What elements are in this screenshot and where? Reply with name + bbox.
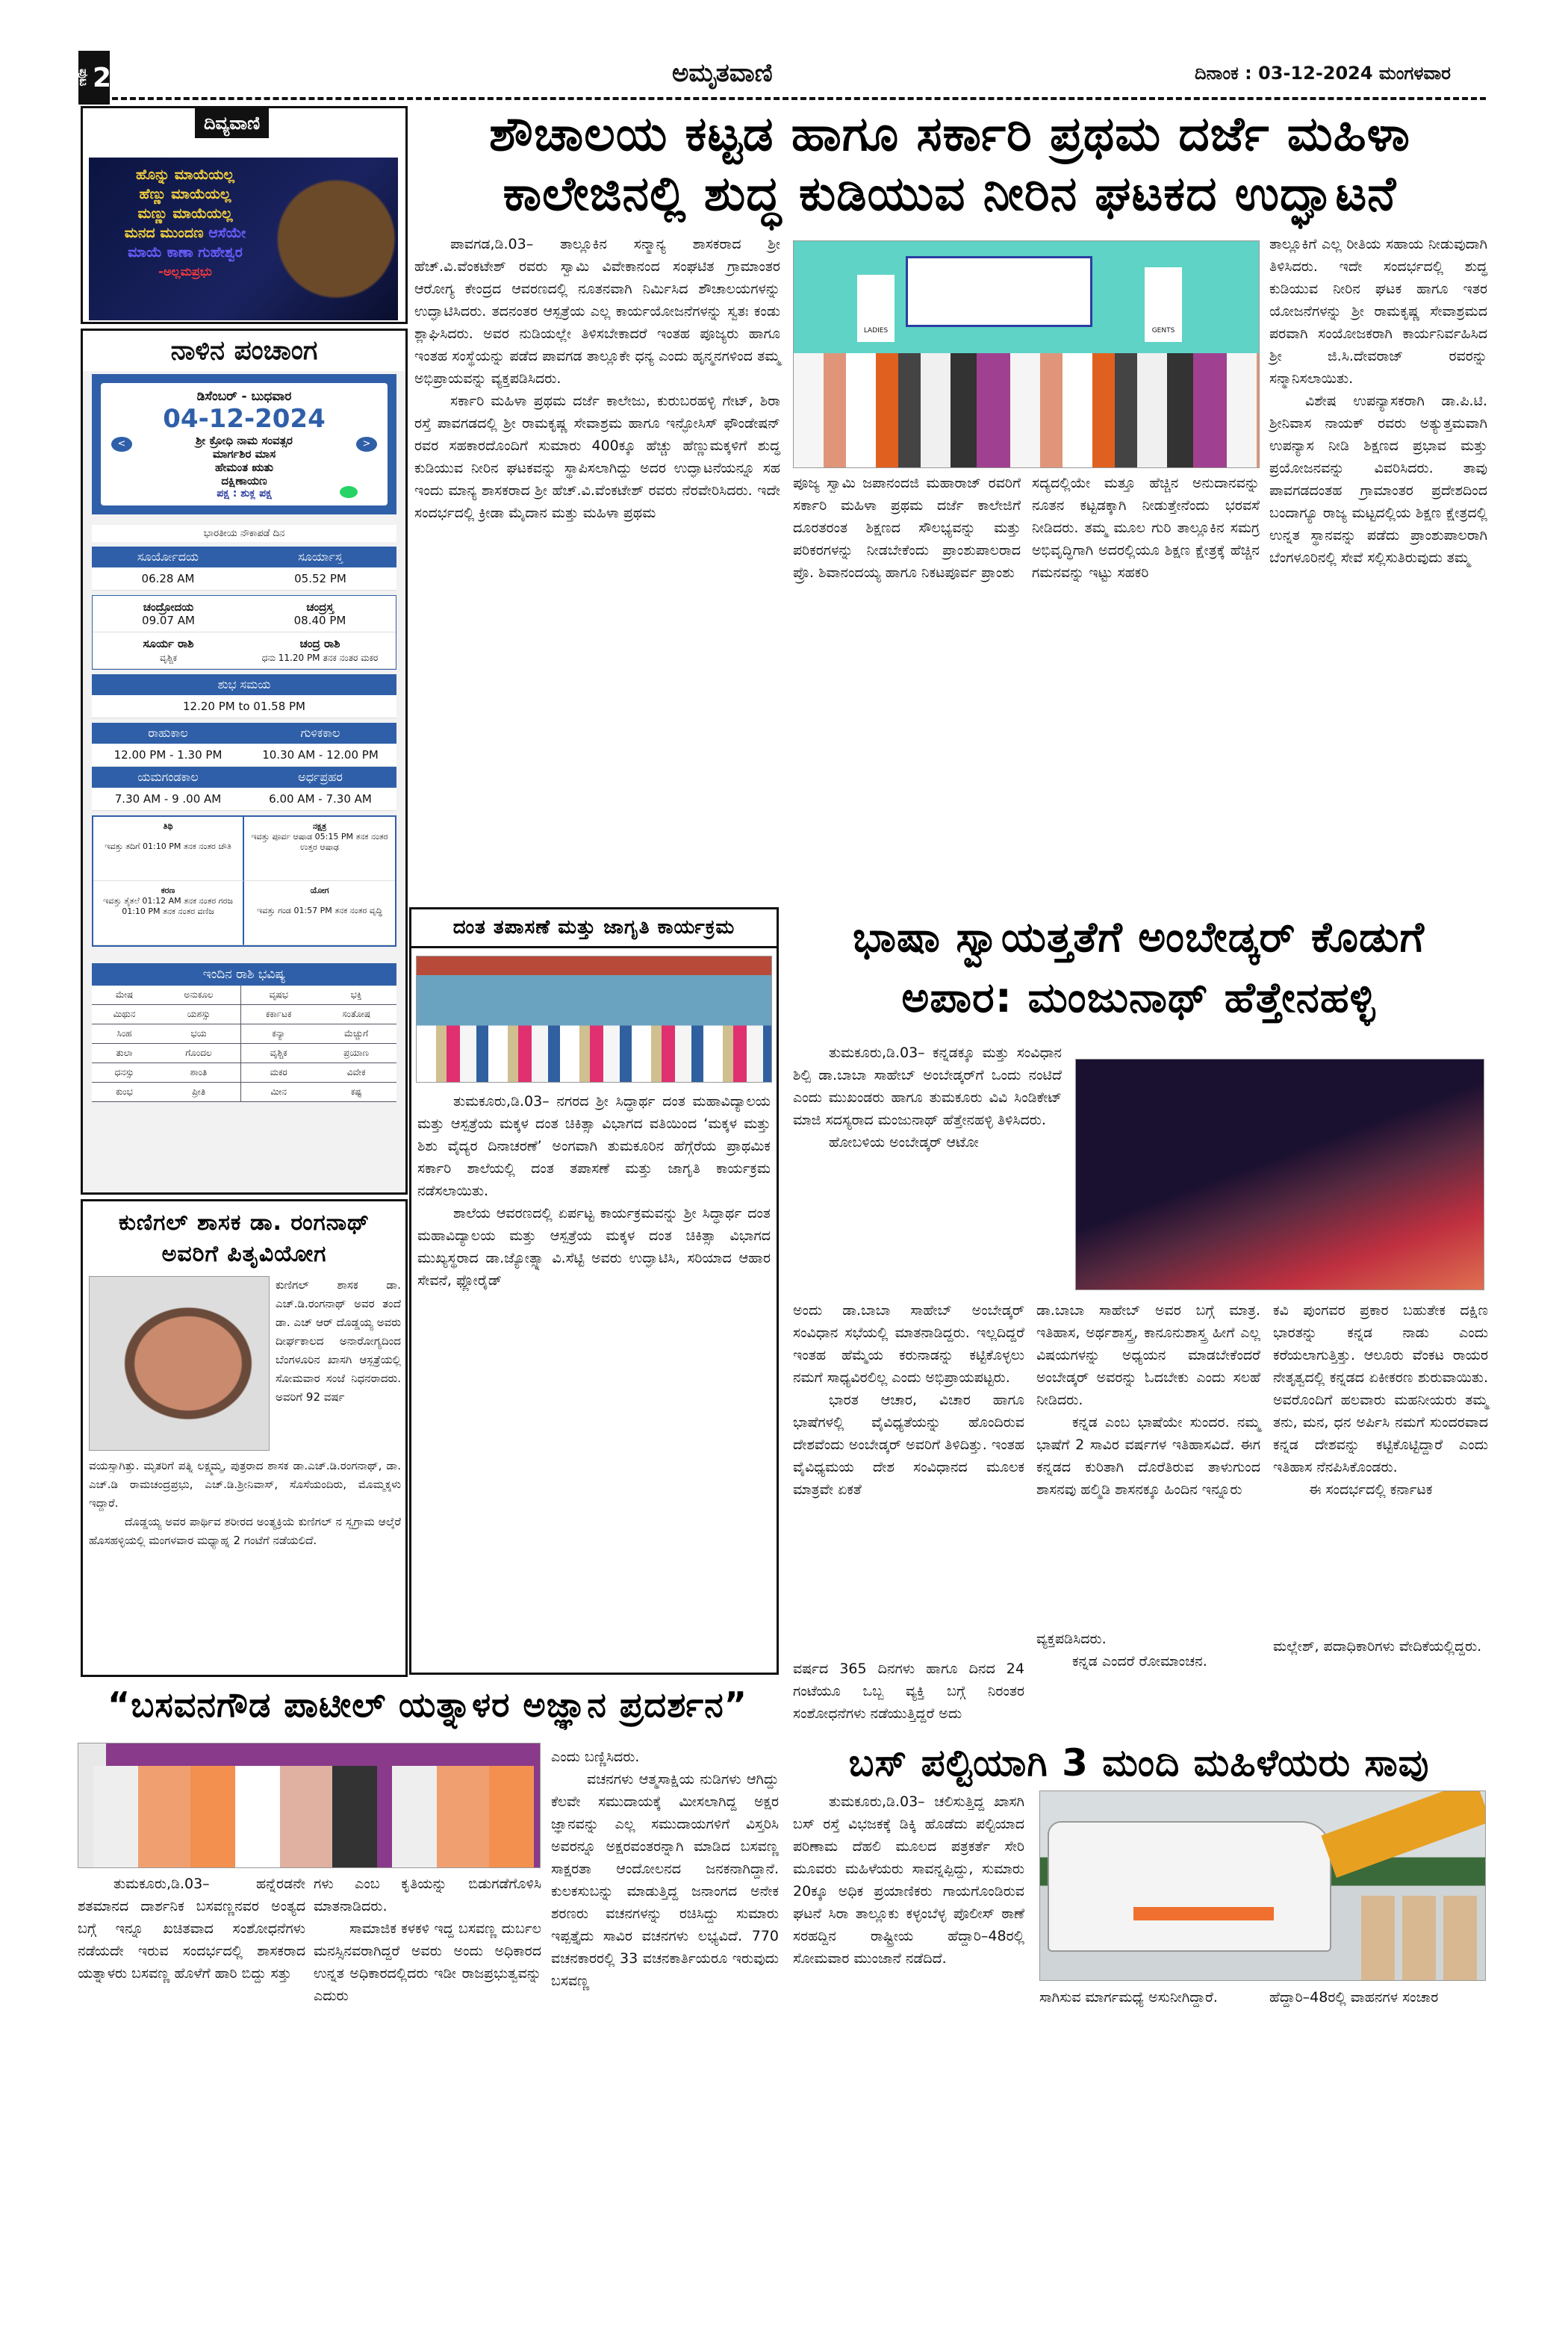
rashi-prediction: ಯಶಸ್ಸು — [157, 1005, 241, 1024]
lead-column-2: ಪೂಜ್ಯ ಸ್ವಾಮಿ ಜಪಾನಂದಜಿ ಮಹಾರಾಜ್ ರವರಿಗೆ ಸರ್ಕಾರಿ ಮಹಿಳಾ ಪ್ರಥಮ ದರ್ಜೆ ಕಾಲೇಜಿಗೆ ದೂರತರಂತ ಶಿಕ್ಷಣದ ಸೌಲಭ್ಯವನ್ನು ಮತ್ತು ಪರಿಕರಗಳನ್ನು ನೀಡಬೇಕೆಂದು ಪ್ರಾಂಶುಪಾಲರಾದ ಪ್ರೊ. ಶಿವಾನಂದಯ್ಯ ಹಾಗೂ ನಿಕಟಪೂರ್ವ ಪ್ರಾಂಶು — [793, 475, 1021, 581]
rashi-prediction: ಭಕ್ತಿ — [316, 986, 396, 1005]
special-day: ಭಾರತೀಯ ನೌಕಾಪಡೆ ದಿನ — [92, 525, 396, 542]
rashi-row — [92, 986, 396, 1005]
rashi-name: ಕರ್ಕಾಟಕ — [241, 1005, 317, 1024]
ambedkar-event-photo — [1075, 1059, 1484, 1290]
crane-arm — [1321, 1791, 1486, 1878]
page-number-badge: ಪುಟ 2 — [78, 51, 110, 105]
divyavani-tag: ದಿವ್ಯವಾಣಿ — [195, 108, 269, 138]
rashi-name: ತುಲಾ — [92, 1044, 157, 1063]
lead-column-4: ತಾಲ್ಲೂಕಿಗೆ ಎಲ್ಲ ರೀತಿಯ ಸಹಾಯ ನೀಡುವುದಾಗಿ ತಿಳಿಸಿದರು. ಇದೇ ಸಂದರ್ಭದಲ್ಲಿ ಶುದ್ಧ ಕುಡಿಯುವ ನೀರಿನ ಘಟಕ ಹಾಗೂ ಇತರ ಯೋಜನೆಗಳನ್ನು ಶ್ರೀ ರಾಮಕೃಷ್ಣ ಸೇವಾಶ್ರಮದ ಪರವಾಗಿ ಸಂಯೋಜಕರಾಗಿ ಕಾರ್ಯನಿರ್ವಹಿಸಿದ ಶ್ರೀ ಜಿ.ಸಿ.ದೇವರಾಜ್ ರವರನ್ನು ಸನ್ಮಾನಿಸಲಾಯಿತು. ವಿಶೇಷ ಉಪನ್ಯಾಸಕರಾಗಿ ಡಾ.ಪಿ.ಟಿ. ಶ್ರೀನಿವಾಸ ನಾಯಕ್ ರವರು ಅತ್ಯುತ್ತಮವಾಗಿ ಉಪನ್ಯಾಸ ನೀಡಿ ಶಿಕ್ಷಣದ ಪ್ರಭಾವ ಮತ್ತು ಪ್ರಯೋಜನವನ್ನು ವಿವರಿಸಿದರು. ತಾವು ಪಾವಗಡದಂತಹ ಗ್ರಾಮಾಂತರ ಪ್ರದೇಶದಿಂದ ಬಂದಾಗ್ಯೂ ರಾಜ್ಯ ಮಟ್ಟದಲ್ಲಿಯ ಶಿಕ್ಷಣ ಕ್ಷೇತ್ರದಲ್ಲಿ ಉನ್ನತ ಸ್ಥಾನವನ್ನು ಪಡೆದು ಪ್ರಾಂಶುಪಾಲರಾಗಿ ಬೆಂಗಳೂರಿನಲ್ಲಿ ಸೇವೆ ಸಲ್ಲಿಸುತಿರುವುದು ತಮ್ಮ — [1269, 236, 1487, 566]
rashi-prediction: ಕಷ್ಟ — [316, 1083, 396, 1102]
rashi-name: ಕುಂಭ — [92, 1083, 157, 1102]
rashi-row — [92, 1005, 396, 1024]
bus-column-2: ಸಾಗಿಸುವ ಮಾರ್ಗಮಧ್ಯೆ ಅಸುನೀಗಿದ್ದಾರೆ. — [1039, 1989, 1218, 2006]
obituary-headline: ಕುಣಿಗಲ್ ಶಾಸಕ ಡಾ. ರಂಗನಾಥ್ ಅವರಿಗೆ ಪಿತೃವಿಯೋಗ — [118, 1210, 370, 1267]
allama-prabhu-quote-image: ಹೊನ್ನು ಮಾಯೆಯಲ್ಲ ಹೆಣ್ಣು ಮಾಯೆಯಲ್ಲ ಮಣ್ಣು ಮಾಯೆಯಲ್ಲ ಮನದ ಮುಂದಣ ಆಸೆಯೇ ಮಾಯೆ ಕಾಣಾ ಗುಹೇಶ್ವರ -ಅಲ್ಲಮಪ್ರಭು — [89, 158, 398, 320]
rashi-row — [92, 1083, 396, 1102]
basava-column-3: ಎಂದು ಬಣ್ಣಿಸಿದರು. ವಚನಗಳು ಆತ್ಮಸಾಕ್ಷಿಯ ನುಡಿಗಳು ಆಗಿದ್ದು ಕೆಲವೇ ಸಮುದಾಯಕ್ಕೆ ಮೀಸಲಾಗಿದ್ದ ಅಕ್ಷರ ಜ್ಞಾನವನ್ನು ಎಲ್ಲ ಸಮುದಾಯಗಳಿಗೆ ವಿಸ್ತರಿಸಿ ಅವರನ್ನೂ ಅಕ್ಷರವಂತರನ್ನಾಗಿ ಮಾಡಿದ ಬಸವಣ್ಣ ಸಾಕ್ಷರತಾ ಆಂದೋಲನದ ಜನಕನಾಗಿದ್ದಾನೆ. ಕುಲಕಸುಬನ್ನು ಮಾಡುತ್ತಿದ್ದ ಜನಾಂಗದ ಅನೇಕ ಶರಣರು ವಚನಗಳನ್ನು ರಚಿಸಿದ್ದು ಸುಮಾರು ಇಪ್ಪತ್ತೈದು ಸಾವಿರ ವಚನಗಳು ಲಭ್ಯವಿದೆ. 770 ವಚನಕಾರರಲ್ಲಿ 33 ವಚನಕಾರ್ತಿಯರೂ ಇರುವುದು ಬಸವಣ್ಣ — [551, 1749, 779, 1989]
basava-column-1: ತುಮಕೂರು,ಡಿ.03– ಹನ್ನೆರಡನೇ ಶತಮಾನದ ದಾರ್ಶನಿಕ ಬಸವಣ್ಣನವರ ಅಂತ್ಯದ ಬಗ್ಗೆ ಇನ್ನೂ ಖಚಿತವಾದ ಸಂಶೋಧನೆಗಳು ನಡೆಯದೇ ಇರುವ ಸಂದರ್ಭದಲ್ಲಿ ಶಾಸಕರಾದ ಯತ್ನಾಳರು ಬಸವಣ್ಣ ಹೊಳೆಗೆ ಹಾರಿ ಬಿದ್ದು ಸತ್ತು — [78, 1876, 305, 1982]
panchanga-date-card: ಡಿಸೆಂಬರ್ - ಬುಧವಾರ 04-12-2024 < > ಶ್ರೀ ಕ್ರೋಧಿ ನಾಮ ಸಂವತ್ಸರ ಮಾರ್ಗಶಿರ ಮಾಸ ಹೇಮಂತ ಋತು ದಕ್ಷಿಣಾಯಣ ಪಕ್ಷ : ಶುಕ್ಲ ಪಕ್ಷ — [92, 374, 396, 514]
rashi-bhavishya: ಇಂದಿನ ರಾಶಿ ಭವಿಷ್ಯ ಮೇಷ ಅನುಕೂಲ ವೃಷಭ ಭಕ್ತಿ ಮಿಥುನ ಯಶಸ್ಸು ಕರ್ಕಾಟಕ ಸಂತೋಷ ಸಿಂಹ ಭಯ ಕನ್ಯಾ ಮೆಚ್ಚುಗೆ ತುಲಾ ಗೊಂದಲ ವೃಶ್ಚಿಕ ಪ್ರಯಾಣ ಧನಸ್ಸು ಶಾಂತಿ ಮಕರ ವಿವೇಕ ಕುಂಭ ಪ್ರೀತಿ ಮೀನ ಕಷ್ಟ — [92, 963, 396, 1102]
issue-date: ದಿನಾಂಕ : 03-12-2024 ಮಂಗಳವಾರ — [1195, 63, 1451, 84]
dental-camp-photo — [416, 956, 772, 1083]
police-officers — [1361, 1896, 1481, 1981]
lead-headline: ಶೌಚಾಲಯ ಕಟ್ಟಡ ಹಾಗೂ ಸರ್ಕಾರಿ ಪ್ರಥಮ ದರ್ಜೆ ಮಹಿಳಾ ಕಾಲೇಜಿನಲ್ಲಿ ಶುದ್ಧ ಕುಡಿಯುವ ನೀರಿನ ಘಟಕದ ಉದ್ಘಾಟನೆ — [489, 107, 1410, 222]
basava-headline: “ಬಸವನಗೌಡ ಪಾಟೀಲ್ ಯತ್ನಾಳರ ಅಜ್ಞಾನ ಪ್ರದರ್ಶನ” — [108, 1684, 747, 1725]
rashi-row — [92, 1063, 396, 1083]
rashi-prediction: ಮೆಚ್ಚುಗೆ — [316, 1024, 396, 1044]
bus-headline: ಬಸ್ ಪಲ್ಟಿಯಾಗಿ 3 ಮಂದಿ ಮಹಿಳೆಯರು ಸಾವು — [848, 1741, 1430, 1785]
ambedkar-column-3: ಡಾ.ಬಾಬಾ ಸಾಹೇಬ್ ಅವರ ಬಗ್ಗೆ ಮಾತ್ರ. ಇತಿಹಾಸ, ಅರ್ಥಶಾಸ್ತ್ರ, ಕಾನೂನುಶಾಸ್ತ್ರ ಹೀಗೆ ಎಲ್ಲ ವಿಷಯಗಳನ್ನು ಅಧ್ಯಯನ ಮಾಡಬೇಕೆಂದರೆ ಅಂಬೇಡ್ಕರ್ ಅವರನ್ನು ಓದಬೇಕು ಎಂದು ಸಲಹೆ ನೀಡಿದರು. ಕನ್ನಡ ಎಂಬ ಭಾಷೆಯೇ ಸುಂದರ. ನಮ್ಮ ಭಾಷೆಗೆ 2 ಸಾವಿರ ವರ್ಷಗಳ ಇತಿಹಾಸವಿದೆ. ಈಗ ಕನ್ನಡದ ಕುರಿತಾಗಿ ದೊರೆತಿರುವ ತಾಳುಗುಂದ ಶಾಸನವು ಹಲ್ಮಿಡಿ ಶಾಸನಕ್ಕೂ ಹಿಂದಿನ ಇನ್ನೂರು ವ್ಯಕ್ತಪಡಿಸಿದರು. ಕನ್ನಡ ಎಂದರೆ ರೋಮಾಂಚನ. — [1036, 1302, 1260, 1670]
bus-column-3: ಹೆದ್ದಾರಿ–48ರಲ್ಲಿ ವಾಹನಗಳ ಸಂಚಾರ — [1269, 1989, 1439, 2006]
ambedkar-headline: ಭಾಷಾ ಸ್ವಾಯತ್ತತೆಗೆ ಅಂಬೇಡ್ಕರ್ ಕೊಡುಗೆ ಅಪಾರ: ಮಂಜುನಾಥ್ ಹೆತ್ತೇನಹಳ್ಳಿ — [852, 913, 1425, 1023]
rashi-prediction: ಭಯ — [157, 1024, 241, 1044]
obituary-photo — [89, 1276, 270, 1451]
rashi-name: ಮಕರ — [241, 1063, 317, 1083]
people-group — [93, 1766, 534, 1868]
plaque-banner — [906, 256, 1092, 327]
shubha-samaya: ಶುಭ ಸಮಯ 12.20 PM to 01.58 PM — [92, 674, 396, 718]
divyavani-box — [81, 106, 408, 324]
rashi-prediction: ಅನುಕೂಲ — [157, 986, 241, 1005]
ambedkar-column-4: ಕವಿ ಪುಂಗವರ ಪ್ರಕಾರ ಬಹುತೇಕ ದಕ್ಷಿಣ ಭಾರತನ್ನು ಕನ್ನಡ ನಾಡು ಎಂದು ಕರೆಯಲಾಗುತ್ತಿತ್ತು. ಆಲೂರು ವೆಂಕಟ ರಾಯರ ನೇತೃತ್ವದಲ್ಲಿ ಕನ್ನಡದ ಏಕೀಕರಣ ಶುರುವಾಯಿತು. ಅವರೊಂದಿಗೆ ಹಲವಾರು ಮಹನೀಯರು ತಮ್ಮ ತನು, ಮನ, ಧನ ಅರ್ಪಿಸಿ ನಮಗೆ ಸುಂದರವಾದ ಕನ್ನಡ ದೇಶವನ್ನು ಕಟ್ಟಿಕೊಟ್ಟಿದ್ದಾರೆ ಎಂದು ಇತಿಹಾಸ ನೆನಪಿಸಿಕೊಂಡರು. ಈ ಸಂದರ್ಭದಲ್ಲಿ ಕರ್ನಾಟಕ ಮಲ್ಲೇಶ್, ಪದಾಧಿಕಾರಿಗಳು ವೇದಿಕೆಯಲ್ಲಿದ್ದರು. — [1273, 1302, 1488, 1655]
prev-day-button[interactable]: < — [111, 437, 132, 452]
whatsapp-share-icon[interactable] — [340, 486, 358, 498]
rashi-row — [92, 1024, 396, 1044]
newspaper-title: ಅಮೃತವಾಣಿ — [672, 58, 773, 88]
rashi-prediction: ಶಾಂತಿ — [157, 1063, 241, 1083]
rashi-name: ಮೀನ — [241, 1083, 317, 1102]
rashi-name: ವೃಶ್ಚಿಕ — [241, 1044, 317, 1063]
next-day-button[interactable]: > — [356, 437, 377, 452]
ambedkar-column-2: ಅಂದು ಡಾ.ಬಾಬಾ ಸಾಹೇಬ್ ಅಂಬೇಡ್ಕರ್ ಸಂವಿಧಾನ ಸಭೆಯಲ್ಲಿ ಮಾತನಾಡಿದ್ದರು. ಇಲ್ಲದಿದ್ದರೆ ಇಂತಹ ಹೆಮ್ಮೆಯ ಕರುನಾಡನ್ನು ಕಟ್ಟಿಕೊಳ್ಳಲು ನಮಗೆ ಸಾಧ್ಯವಿರಲಿಲ್ಲ ಎಂದು ಅಭಿಪ್ರಾಯಪಟ್ಟರು. ಭಾರತ ಆಚಾರ, ವಿಚಾರ ಹಾಗೂ ಭಾಷೆಗಳಲ್ಲಿ ವೈವಿಧ್ಯತೆಯನ್ನು ಹೊಂದಿರುವ ದೇಶವೆಂದು ಅಂಬೇಡ್ಕರ್ ಅವರಿಗೆ ತಿಳಿದಿತ್ತು. ಇಂತಹ ವೈವಿಧ್ಯಮಯ ದೇಶ ಸಂವಿಧಾನದ ಮೂಲಕ ಮಾತ್ರವೇ ಏಕತೆ ವರ್ಷದ 365 ದಿನಗಳು ಹಾಗೂ ದಿನದ 24 ಗಂಟೆಯೂ ಒಬ್ಬ ವ್ಯಕ್ತಿ ಬಗ್ಗೆ ನಿರಂತರ ಸಂಶೋಧನೆಗಳು ನಡೆಯುತ್ತಿದ್ದರೆ ಅದು — [793, 1302, 1024, 1722]
rashi-name: ಧನಸ್ಸು — [92, 1063, 157, 1083]
rashi-prediction: ಪ್ರಯಾಣ — [316, 1044, 396, 1063]
obituary-article: ಕುಣಿಗಲ್ ಶಾಸಕ ಡಾ. ರಂಗನಾಥ್ ಅವರಿಗೆ ಪಿತೃವಿಯೋಗ ಕುಣಿಗಲ್ ಶಾಸಕ ಡಾ. ಎಚ್.ಡಿ.ರಂಗನಾಥ್ ಅವರ ತಂದೆ ಡಾ. ಎಚ್ ಆರ್ ದೊಡ್ಡಯ್ಯ ಅವರು ದೀರ್ಘಕಾಲದ ಅನಾರೋಗ್ಯದಿಂದ ಬೆಂಗಳೂರಿನ ಖಾಸಗಿ ಆಸ್ಪತ್ರೆಯಲ್ಲಿ ಸೋಮವಾರ ಸಂಜೆ ನಿಧನರಾದರು. ಅವರಿಗೆ 92 ವರ್ಷ ವಯಸ್ಸಾಗಿತ್ತು. ಮೃತರಿಗೆ ಪತ್ನಿ ಲಕ್ಷ್ಮಮ್ಮ, ಪುತ್ರರಾದ ಶಾಸಕ ಡಾ.ಎಚ್.ಡಿ.ರಂಗನಾಥ್, ಡಾ. ಎಚ್.ಡಿ ರಾಮಚಂದ್ರಪ್ರಭು, ಎಚ್.ಡಿ.ಶ್ರೀನಿವಾಸ್, ಸೊಸೆಯಂದಿರು, ಮೊಮ್ಮಕ್ಕಳು ಇದ್ದಾರೆ. ದೊಡ್ಡಯ್ಯ ಅವರ ಪಾರ್ಥಿವ ಶರೀರದ ಅಂತ್ಯಕ್ರಿಯೆ ಕುಣಿಗಲ್ ನ ಸ್ವಗ್ರಾಮ ಆಲ್ಕೆರೆ ಹೊಸಹಳ್ಳಿಯಲ್ಲಿ ಮಂಗಳವಾರ ಮಧ್ಯಾಹ್ನ 2 ಗಂಟೆಗೆ ನಡೆಯಲಿದೆ. — [81, 1199, 408, 1677]
rashi-prediction: ಸಂತೋಷ — [316, 1005, 396, 1024]
bus-accident-photo — [1039, 1791, 1486, 1981]
rashi-name: ಕನ್ಯಾ — [241, 1024, 317, 1044]
dental-headline: ದಂತ ತಪಾಸಣೆ ಮತ್ತು ಜಾಗೃತಿ ಕಾರ್ಯಕ್ರಮ — [411, 909, 777, 948]
ambedkar-column-1: ತುಮಕೂರು,ಡಿ.03– ಕನ್ನಡಕ್ಕೂ ಮತ್ತು ಸಂವಿಧಾನ ಶಿಲ್ಪಿ ಡಾ.ಬಾಬಾ ಸಾಹೇಬ್ ಅಂಬೇಡ್ಕರ್‌ಗೆ ಒಂದು ನಂಟಿದೆ ಎಂದು ಮುಖಂಡರು ಹಾಗೂ ತುಮಕೂರು ವಿವಿ ಸಿಂಡಿಕೇಟ್ ಮಾಜಿ ಸದಸ್ಯರಾದ ಮಂಜುನಾಥ್ ಹೆತ್ತೇನಹಳ್ಳಿ ತಿಳಿಸಿದರು. ಹೋಬಳಿಯ ಅಂಬೇಡ್ಕರ್ ಆಟೋ — [793, 1045, 1062, 1151]
dental-article: ದಂತ ತಪಾಸಣೆ ಮತ್ತು ಜಾಗೃತಿ ಕಾರ್ಯಕ್ರಮ ತುಮಕೂರು,ಡಿ.03– ನಗರದ ಶ್ರೀ ಸಿದ್ಧಾರ್ಥ ದಂತ ಮಹಾವಿದ್ಯಾಲಯ ಮತ್ತು ಆಸ್ಪತ್ರೆಯ ಮಕ್ಕಳ ದಂತ ಚಿಕಿತ್ಸಾ ವಿಭಾಗದ ವತಿಯಿಂದ ‘ಮಕ್ಕಳ ಮತ್ತು ಶಿಶು ವೈದ್ಯರ ದಿನಾಚರಣೆ’ ಅಂಗವಾಗಿ ತುಮಕೂರಿನ ಹೆಗ್ಗೆರೆಯ ಪ್ರಾಥಮಿಕ ಸರ್ಕಾರಿ ಶಾಲೆಯಲ್ಲಿ ದಂತ ತಪಾಸಣೆ ಮತ್ತು ಜಾಗೃತಿ ಕಾರ್ಯಕ್ರಮ ನಡೆಸಲಾಯಿತು. ಶಾಲೆಯ ಆವರಣದಲ್ಲಿ ಏರ್ಪಟ್ಟ ಕಾರ್ಯಕ್ರಮವನ್ನು ಶ್ರೀ ಸಿದ್ಧಾರ್ಥ ದಂತ ಮಹಾವಿದ್ಯಾಲಯ ಮತ್ತು ಆಸ್ಪತ್ರೆಯ ಮಕ್ಕಳ ದಂತ ಚಿಕಿತ್ಸಾ ವಿಭಾಗದ ಮುಖ್ಯಸ್ಥರಾದ ಡಾ.ಜ್ಯೋತ್ಸ್ನಾ ವಿ.ಸೆಟ್ಟಿ ಅವರು ಉದ್ಘಾಟಿಸಿ, ಸರಿಯಾದ ಆಹಾರ ಸೇವನೆ, ಫ್ಲೋರೈಡ್ — [409, 907, 779, 1675]
tithi-nakshatra: ತಿಥಿ ಇವತ್ತು ತದಿಗೆ 01:10 PM ತನಕ ನಂತರ ಚೌತಿ ನಕ್ಷತ್ರ ಇವತ್ತು ಪೂರ್ವ ಆಷಾಡ 05:15 PM ತನಕ ನಂತರ ಉತ್ತರ ಆಷಾಢ ಕರಣ ಇವತ್ತು ತೈತಲೆ 01:12 AM ತನಕ ನಂತರ ಗರಜ 01:10 PM ತನಕ ನಂತರ ವಣಿಜ ಯೋಗ ಇವತ್ತು ಗಂಡ 01:57 PM ತನಕ ನಂತರ ವೃದ್ಧಿ — [92, 815, 396, 947]
lead-column-1: ಪಾವಗಡ,ಡಿ.03– ತಾಲ್ಲೂಕಿನ ಸನ್ಮಾನ್ಯ ಶಾಸಕರಾದ ಶ್ರೀ ಹೆಚ್.ವಿ.ವೆಂಕಟೇಶ್ ರವರು ಸ್ವಾಮಿ ವಿವೇಕಾನಂದ ಸಂಘಟಿತ ಗ್ರಾಮಾಂತರ ಆರೋಗ್ಯ ಕೇಂದ್ರದ ಆವರಣದಲ್ಲಿ ನೂತನವಾಗಿ ನಿರ್ಮಿಸಿದ ಶೌಚಾಲಯಗಳನ್ನು ಉದ್ಘಾಟಿಸಿದರು. ತದನಂತರ ಆಸ್ಪತ್ರೆಯ ಎಲ್ಲ ಕಾರ್ಯಯೋಜನೆಗಳನ್ನು ಸ್ವತಃ ಕಂಡು ಶ್ಲಾಘಿಸಿದರು. ಅವರ ನುಡಿಯಲ್ಲೇ ತಿಳಿಸಬೇಕಾದರೆ ಇಂತಹ ಪೂಜ್ಯರು ಹಾಗೂ ಇಂತಹ ಸಂಸ್ಥೆಯನ್ನು ಪಡೆದ ಪಾವಗಡ ತಾಲ್ಲೂಕೇ ಧನ್ಯ ಎಂದು ಹೃನ್ಮನಗಳಿಂದ ತಮ್ಮ ಅಭಿಪ್ರಾಯವನ್ನು ವ್ಯಕ್ತಪಡಿಸಿದರು. ಸರ್ಕಾರಿ ಮಹಿಳಾ ಪ್ರಥಮ ದರ್ಜೆ ಕಾಲೇಜು, ಕುರುಬರಹಳ್ಳಿ ಗೇಟ್, ಶಿರಾ ರಸ್ತೆ ಪಾವಗಡದಲ್ಲಿ ಶ್ರೀ ರಾಮಕೃಷ್ಣ ಸೇವಾಶ್ರಮ ಹಾಗೂ ಇನ್ಫೋಸಿಸ್ ಫೌಂಡೇಷನ್ ರವರ ಸಹಕಾರದೊಂದಿಗೆ ಸುಮಾರು 400ಕ್ಕೂ ಹೆಚ್ಚು ಹೆಣ್ಣುಮಕ್ಕಳಿಗೆ ಶುದ್ಧ ಕುಡಿಯುವ ನೀರಿನ ಘಟಕವನ್ನು ಸ್ಥಾಪಿಸಲಾಗಿದ್ದು ಅದರ ಉದ್ಘಾಟನೆಯನ್ನೂ ಸಹ ಇಂದು ಮಾನ್ಯ ಶಾಸಕರಾದ ಶ್ರೀ ಹೆಚ್.ವಿ.ವೆಂಕಟೇಶ್ ರವರು ನೆರವೇರಿಸಿದರು. ಇದೇ ಸಂದರ್ಭದಲ್ಲಿ ಕ್ರೀಡಾ ಮೈದಾನ ಮತ್ತು ಮಹಿಳಾ ಪ್ರಥಮ — [414, 236, 780, 521]
rashi-prediction: ವಿವೇಕ — [316, 1063, 396, 1083]
rashi-prediction: ಗೊಂದಲ — [157, 1044, 241, 1063]
bus-column-1: ತುಮಕೂರು,ಡಿ.03– ಚಲಿಸುತ್ತಿದ್ದ ಖಾಸಗಿ ಬಸ್ ರಸ್ತೆ ವಿಭಜಕಕ್ಕೆ ಡಿಕ್ಕಿ ಹೊಡೆದು ಪಲ್ಟಿಯಾದ ಪರಿಣಾಮ ದೆಹಲಿ ಮೂಲದ ಪತ್ರಕರ್ತೆ ಸೇರಿ ಮೂವರು ಮಹಿಳೆಯರು ಸಾವನ್ನಪ್ಪಿದ್ದು, ಸುಮಾರು 20ಕ್ಕೂ ಅಧಿಕ ಪ್ರಯಾಣಿಕರು ಗಾಯಗೊಂಡಿರುವ ಘಟನೆ ಸಿರಾ ತಾಲ್ಲೂಕು ಕಳ್ಳಂಬೆಳ್ಳ ಪೊಲೀಸ್ ಠಾಣೆ ಸರಹದ್ದಿನ ರಾಷ್ಟ್ರೀಯ ಹೆದ್ದಾರಿ–48ರಲ್ಲಿ ಸೋಮವಾರ ಮುಂಜಾನೆ ನಡೆದಿದೆ. — [793, 1793, 1024, 1967]
rashi-name: ಸಿಂಹ — [92, 1024, 157, 1044]
sun-times: ಸೂರ್ಯೋದಯ ಸೂರ್ಯಾಸ್ತ 06.28 AM 05.52 PM — [92, 547, 396, 591]
rashi-name: ವೃಷಭ — [241, 986, 317, 1005]
rashi-prediction: ಪ್ರೀತಿ — [157, 1083, 241, 1102]
rashi-row — [92, 1044, 396, 1063]
header-divider — [112, 97, 1486, 100]
inauguration-photo: LADIES GENTS — [793, 240, 1260, 468]
rashi-name: ಮೇಷ — [92, 986, 157, 1005]
lead-column-3: ಸದ್ಯದಲ್ಲಿಯೇ ಮತ್ತೂ ಹೆಚ್ಚಿನ ಅನುದಾನವನ್ನು ನೂತನ ಕಟ್ಟಡಕ್ಕಾಗಿ ನೀಡುತ್ತೇನೆಂದು ಭರವಸೆ ನೀಡಿದರು. ತಮ್ಮ ಮೂಲ ಗುರಿ ತಾಲ್ಲೂಕಿನ ಸಮಗ್ರ ಅಭಿವೃದ್ಧಿಗಾಗಿ ಅದರಲ್ಲಿಯೂ ಶಿಕ್ಷಣ ಕ್ಷೇತ್ರಕ್ಕೆ ಹೆಚ್ಚಿನ ಗಮನವನ್ನು ಇಟ್ಟು ಸಹಕರಿ — [1032, 475, 1260, 581]
rahu-gulika: ರಾಹುಕಾಲ ಗುಳಿಕಕಾಲ 12.00 PM - 1.30 PM 10.30 AM - 12.00 PM ಯಮಗಂಡಕಾಲ ಅರ್ಧಪ್ರಹರ 7.30 AM - 9 .00 AM 6.00 AM - 7.30 AM — [92, 723, 396, 811]
book-release-photo — [78, 1743, 541, 1868]
rashi-table — [92, 986, 396, 1102]
panchanga-box — [81, 329, 408, 1195]
people-group — [794, 353, 1260, 468]
panchanga-title: ನಾಳಿನ ಪಂಚಾಂಗ — [83, 331, 405, 371]
basava-column-2: ಗಳು ಎಂಬ ಕೃತಿಯನ್ನು ಬಿಡುಗಡೆಗೊಳಿಸಿ ಮಾತನಾಡಿದರು. ಸಾಮಾಜಿಕ ಕಳಕಳಿ ಇದ್ದ ಬಸವಣ್ಣ ದುರ್ಬಲ ಮನಸ್ಸಿನವರಾಗಿದ್ದರೆ ಅವರು ಅಂದು ಅಧಿಕಾರದ ಉನ್ನತ ಅಧಿಕಾರದಲ್ಲಿದರು ಇಡೀ ರಾಜಪ್ರಭುತ್ವವನ್ನು ಎದುರು — [314, 1876, 541, 2004]
rashi-name: ಮಿಥುನ — [92, 1005, 157, 1024]
bus-shape — [1048, 1821, 1331, 1952]
moon-rashi: ಚಂದ್ರೋದಯ 09.07 AM ಚಂದ್ರಸ್ತ 08.40 PM ಸೂರ್ಯ ರಾಶಿ ವೃಶ್ಚಿಕ ಚಂದ್ರ ರಾಶಿ ಧನು 11.20 PM ತನಕ ನಂತರ ಮಕರ — [92, 595, 396, 670]
